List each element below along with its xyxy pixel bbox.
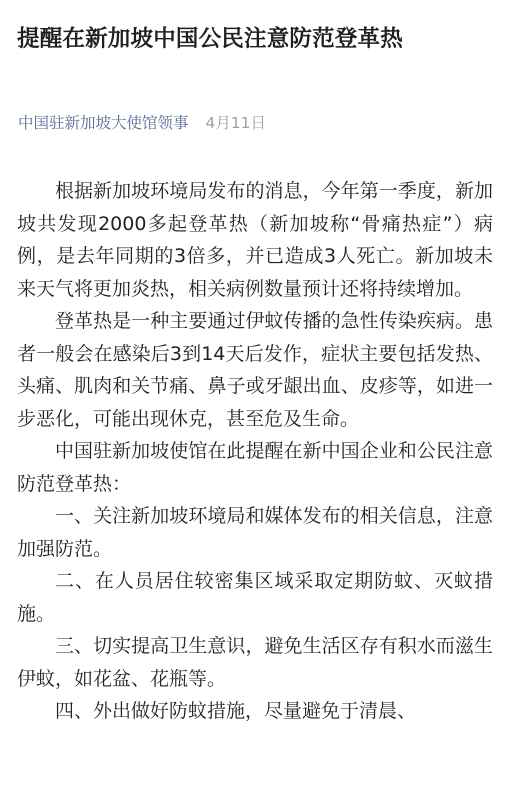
- article-title: 提醒在新加坡中国公民注意防范登革热: [17, 26, 403, 52]
- paragraph-item-2: 二、在人员居住较密集区域采取定期防蚊、灭蚊措施。: [17, 570, 493, 625]
- paragraph-item-1: 一、关注新加坡环境局和媒体发布的相关信息，注意加强防范。: [17, 505, 493, 560]
- paragraph-intro: 根据新加坡环境局发布的消息，今年第一季度，新加坡共发现2000多起登革热（新加坡称“骨痛热症”）病例，是去年同期的3倍多，并已造成3人死亡。新加坡未来天气将更加炎热，相关病例数量预计还将持续增加。: [17, 180, 493, 300]
- paragraph-item-4: 四、外出做好防蚊措施，尽量避免于清晨、: [55, 700, 417, 722]
- publish-date: 4月11日: [205, 114, 267, 132]
- source-account-link[interactable]: 中国驻新加坡大使馆领事: [18, 114, 189, 132]
- paragraph-item-3: 三、切实提高卫生意识，避免生活区存有积水而滋生伊蚊，如花盆、花瓶等。: [17, 635, 493, 690]
- article-meta: [18, 112, 266, 134]
- paragraph-disease-description: 登革热是一种主要通过伊蚊传播的急性传染疾病。患者一般会在感染后3到14天后发作，症状主要包括发热、头痛、肌肉和关节痛、鼻子或牙龈出血、皮疹等，如进一步恶化，可能出现休克，甚至危及生命。: [17, 310, 493, 430]
- paragraph-embassy-reminder: 中国驻新加坡使馆在此提醒在新中国企业和公民注意防范登革热：: [17, 440, 493, 495]
- article-body: [17, 175, 493, 728]
